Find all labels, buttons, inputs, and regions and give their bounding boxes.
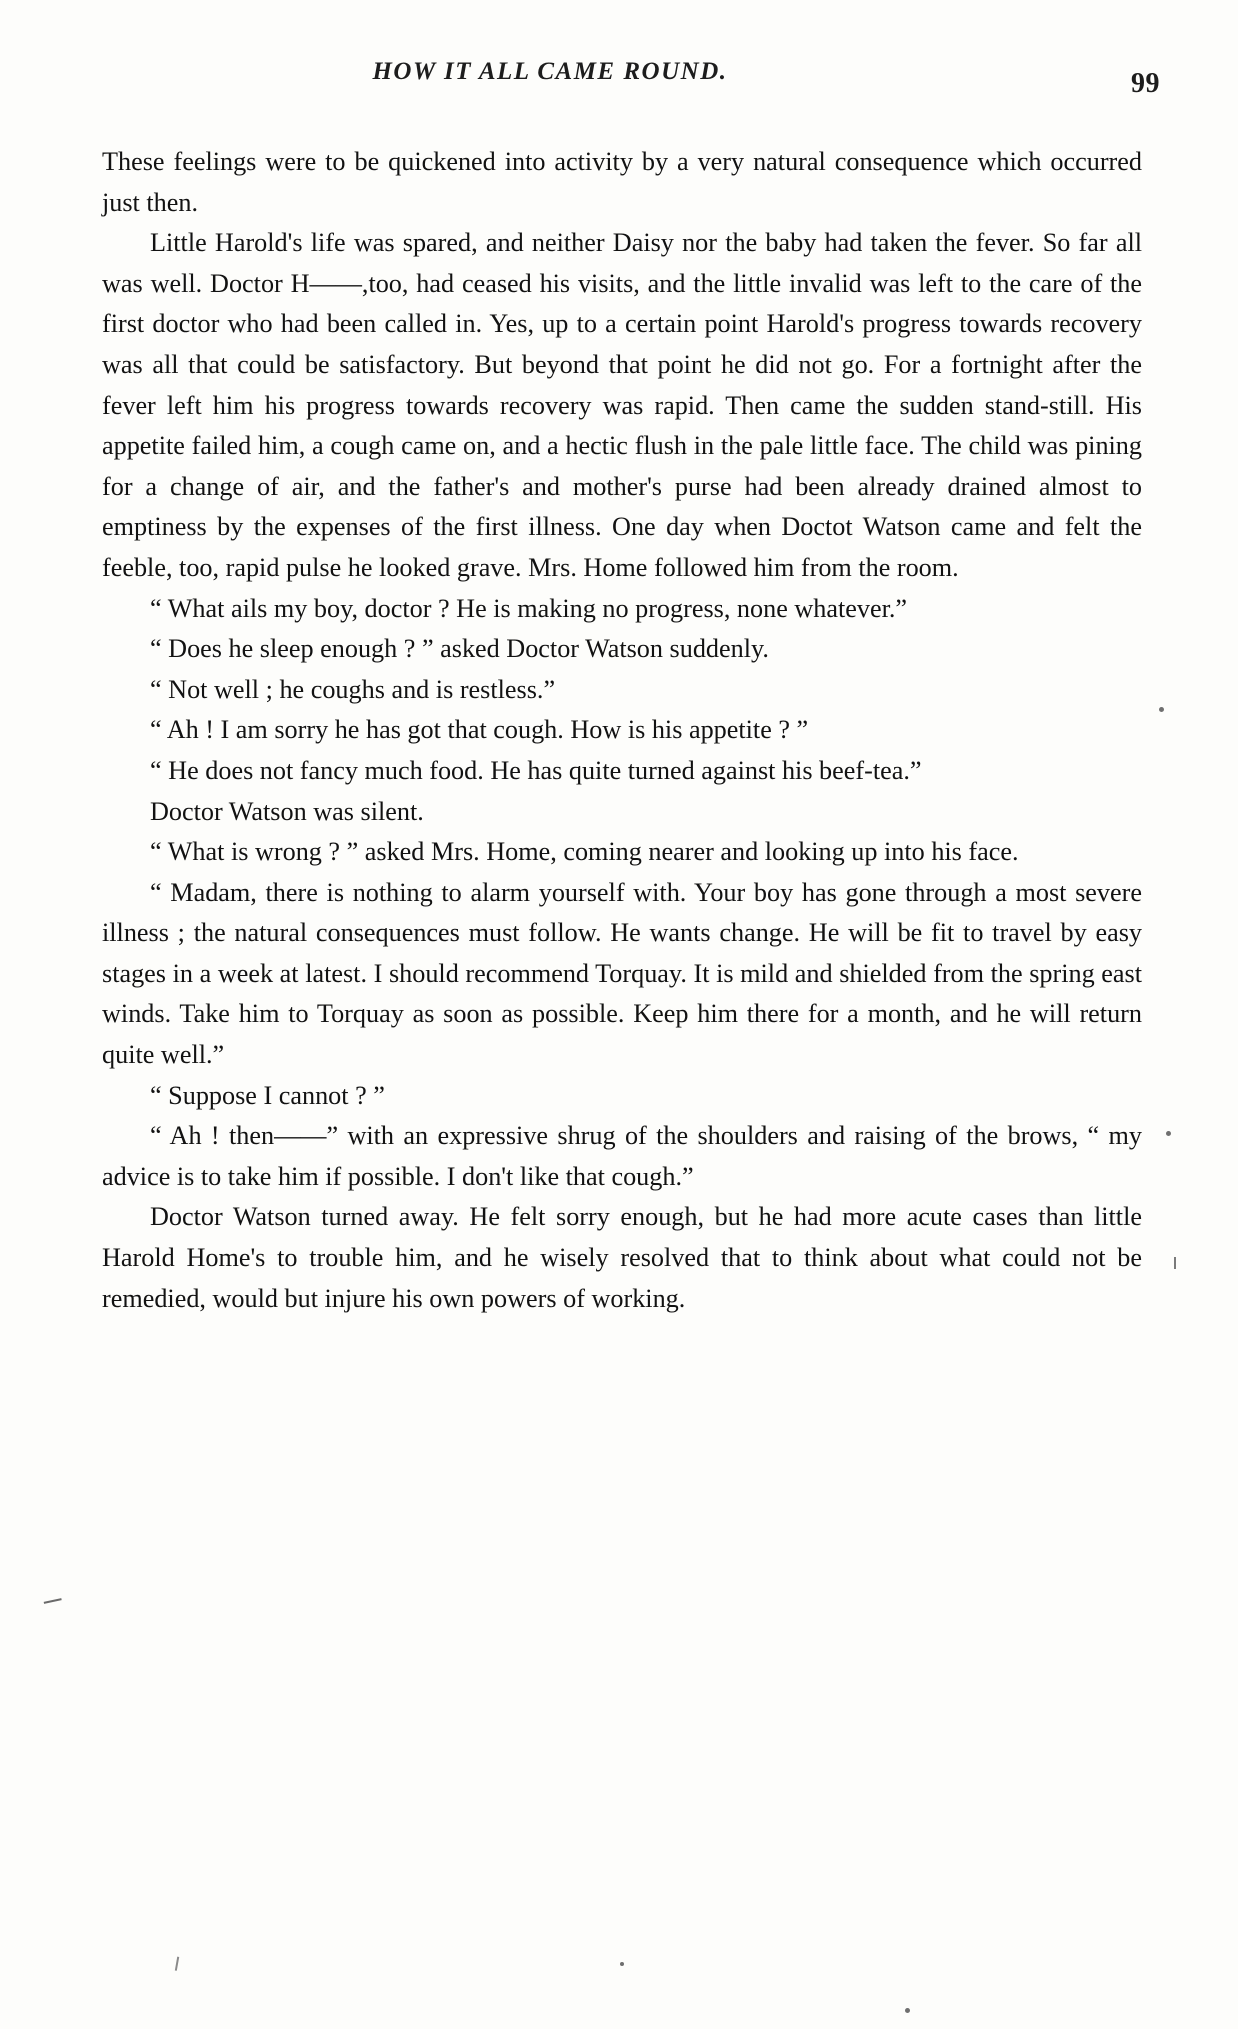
scan-artifact xyxy=(1174,1257,1180,1269)
paragraph: “ What ails my boy, doctor ? He is making no progress, none whatever.” xyxy=(150,593,908,623)
paragraph: “ He does not fancy much food. He has quite turned against his beef-tea.” xyxy=(150,755,922,785)
scan-artifact xyxy=(620,1962,624,1966)
paragraph: These feelings were to be quickened into activity by a very natural consequence which occurred just then. xyxy=(102,147,1142,217)
scan-artifact xyxy=(1159,707,1164,712)
paragraph: “ Does he sleep enough ? ” asked Doctor Watson suddenly. xyxy=(150,634,769,664)
paragraph: Doctor Watson was silent. xyxy=(150,796,424,826)
paragraph: “ Ah ! then——” with an expressive shrug of the shoulders and raising of the brows, “ my advice is to take him if possible. I don't like that cough.” xyxy=(102,1121,1142,1191)
paragraph: “ Suppose I cannot ? ” xyxy=(150,1080,385,1110)
paragraph: “ What is wrong ? ” asked Mrs. Home, coming nearer and looking up into his face. xyxy=(150,837,1019,867)
scan-artifact xyxy=(44,1598,63,1607)
scan-artifact xyxy=(175,1957,182,1972)
scan-artifact xyxy=(1166,1131,1171,1136)
paragraph: “ Not well ; he coughs and is restless.” xyxy=(150,674,556,704)
paragraph: “ Madam, there is nothing to alarm yourself with. Your boy has gone through a most severe illness ; the natural consequences must follow. He wants change. He will be fit to travel by easy stages in a week at latest. I should recommend Torquay. It is mild and shielded from the spring east winds. Take him to Torquay as soon as possible. Keep him there for a month, and he will return quite well.” xyxy=(102,877,1142,1070)
page-header xyxy=(100,58,1160,104)
paragraph: Little Harold's life was spared, and neither Daisy nor the baby had taken the fever. So far all was well. Doctor H——,too, had ceased his visits, and the little invalid was left to the care of the first doctor who had been called in. Yes, up to a certain point Harold's progress towards recovery was all that could be satisfactory. But beyond that point he did not go. For a fortnight after the fever left him his progress towards recovery was rapid. Then came the sudden stand-still. His appetite failed him, a cough came on, and a hectic flush in the pale little face. The child was pining for a change of air, and the father's and mother's purse had been already drained almost to emptiness by the expenses of the first illness. One day when Doctot Watson came and felt the feeble, too, rapid pulse he looked grave. Mrs. Home followed him from the room. xyxy=(102,228,1142,582)
paragraph: Doctor Watson turned away. He felt sorry enough, but he had more acute cases than little Harold Home's to trouble him, and he wisely resolved that to think about what could not be remedied, would but injure his own powers of working. xyxy=(102,1202,1142,1313)
scan-artifact xyxy=(905,2008,910,2013)
body-text xyxy=(102,142,1142,1319)
running-head: HOW IT ALL CAME ROUND. xyxy=(372,58,728,85)
paragraph: “ Ah ! I am sorry he has got that cough. How is his appetite ? ” xyxy=(150,715,809,745)
page-number: 99 xyxy=(1131,68,1160,99)
